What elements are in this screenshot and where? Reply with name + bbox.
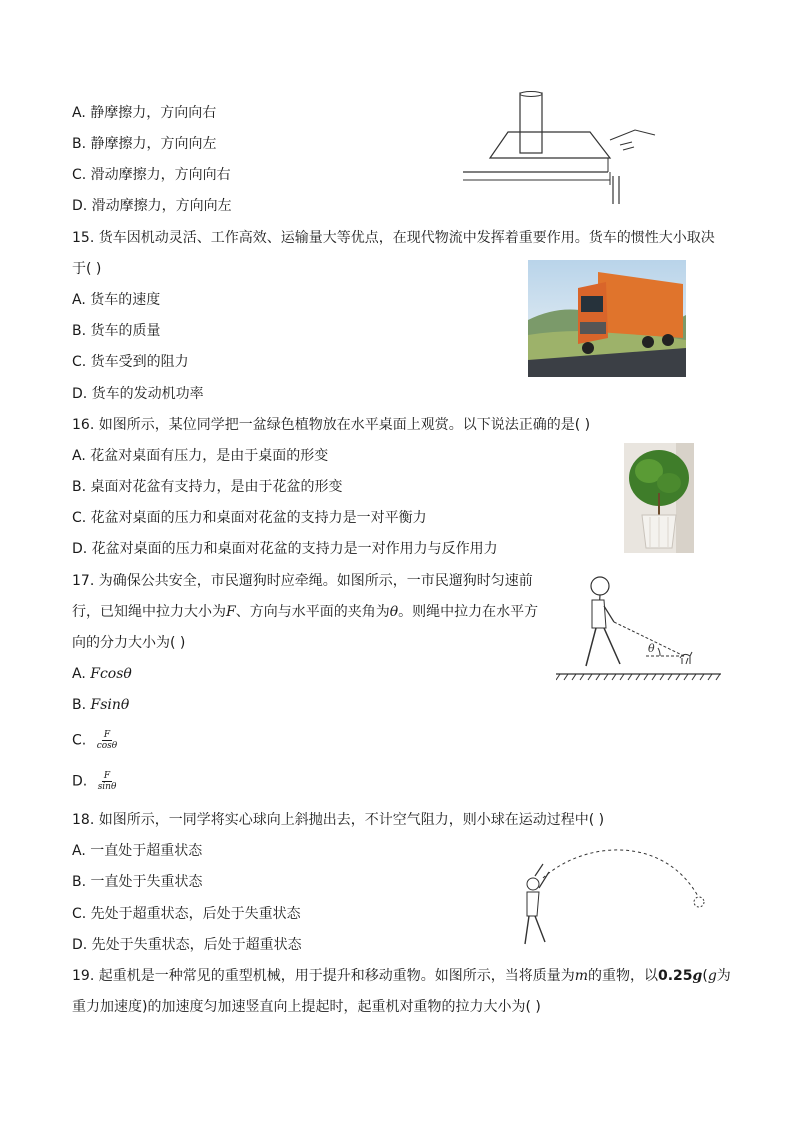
q17-stem-line2: 行，已知绳中拉力大小为F、方向与水平面的夹角为θ。则绳中拉力在水平方	[72, 604, 539, 620]
q18-option-a: A. 一直处于超重状态	[72, 843, 203, 859]
q14-option-a: A. 静摩擦力，方向向右	[72, 105, 217, 121]
truck-photo	[528, 260, 686, 377]
q16-option-d: D. 花盆对桌面的压力和桌面对花盆的支持力是一对作用力与反作用力	[72, 541, 498, 557]
q18-stem: 18. 如图所示，一同学将实心球向上斜抛出去，不计空气阻力，则小球在运动过程中( )	[72, 812, 605, 828]
potted-plant-photo	[624, 443, 694, 553]
dog-walking-figure	[556, 572, 721, 682]
q15-option-b: B. 货车的质量	[72, 323, 161, 339]
angle-theta-label: θ	[648, 642, 655, 655]
cup-on-paper-figure	[460, 90, 660, 185]
q14-option-d: D. 滑动摩擦力，方向向左	[72, 198, 232, 214]
q15-stem-line2: 于( )	[72, 261, 102, 277]
q14-option-c: C. 滑动摩擦力，方向向右	[72, 167, 231, 183]
q19-stem-line1: 19. 起重机是一种常见的重型机械，用于提升和移动重物。如图所示，当将质量为m的重物，以0.25g(g为	[72, 968, 731, 984]
q17-option-d: D. $\frac{F}{\sin\theta}$	[72, 771, 117, 792]
q19-stem-line2: 重力加速度)的加速度匀加速竖直向上提起时，起重机对重物的拉力大小为( )	[72, 999, 541, 1015]
q15-option-a: A. 货车的速度	[72, 292, 161, 308]
q16-option-b: B. 桌面对花盆有支持力，是由于花盆的形变	[72, 479, 343, 495]
q16-stem: 16. 如图所示，某位同学把一盆绿色植物放在水平桌面上观赏。以下说法正确的是( )	[72, 417, 591, 433]
q18-option-b: B. 一直处于失重状态	[72, 874, 203, 890]
q17-option-b: B. Fsinθ	[72, 697, 130, 713]
q17-option-c: C. $\frac{F}{\cos\theta}$	[72, 730, 118, 751]
q17-stem-line1: 17. 为确保公共安全，市民遛狗时应牵绳。如图所示，一市民遛狗时匀速前	[72, 573, 533, 589]
q17-stem-line3: 向的分力大小为( )	[72, 635, 186, 651]
q18-option-d: D. 先处于失重状态，后处于超重状态	[72, 937, 302, 953]
q16-option-a: A. 花盆对桌面有压力，是由于桌面的形变	[72, 448, 329, 464]
q15-option-d: D. 货车的发动机功率	[72, 386, 204, 402]
table-leg	[610, 176, 622, 206]
q14-option-b: B. 静摩擦力，方向向左	[72, 136, 217, 152]
q15-stem-line1: 15. 货车因机动灵活、工作高效、运输量大等优点，在现代物流中发挥着重要作用。货车的惯性大小取决	[72, 230, 715, 246]
q16-option-c: C. 花盆对桌面的压力和桌面对花盆的支持力是一对平衡力	[72, 510, 427, 526]
q15-option-c: C. 货车受到的阻力	[72, 354, 189, 370]
q18-option-c: C. 先处于超重状态，后处于失重状态	[72, 906, 301, 922]
q17-option-a: A. Fcosθ	[72, 666, 132, 682]
ball-throw-figure	[515, 840, 715, 950]
